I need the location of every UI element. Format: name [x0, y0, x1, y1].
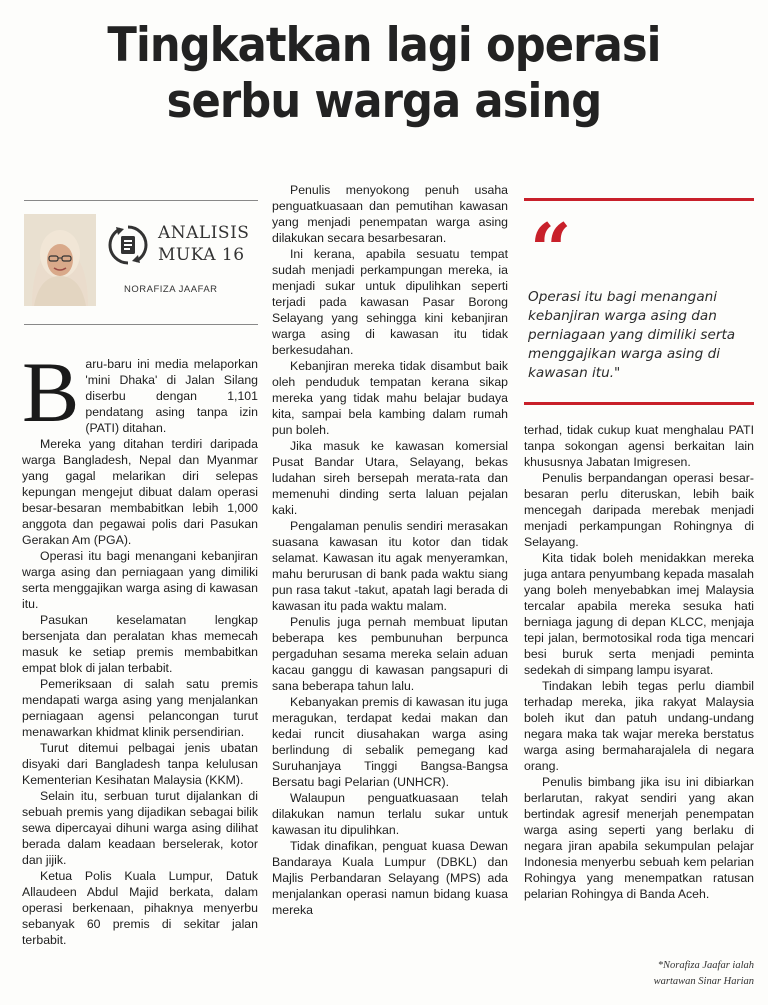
refresh-document-icon — [106, 223, 150, 267]
author-name: NORAFIZA JAAFAR — [124, 284, 218, 295]
section-label-line-2: MUKA 16 — [158, 245, 245, 265]
paragraph: Penulis berpandangan operasi besar-besaran perlu diteruskan, lebih baik mencegah daripada merebak menjadi menjadi perkampungan Rohingnya di Selayang. — [524, 471, 754, 549]
paragraph: Kebanyakan premis di kawasan itu juga meragukan, terdapat kedai makan dan kedai runcit diusahakan warga asing berlindung di sebalik pemegang kad Suruhanjaya Tinggi Bangsa-Bangsa Bersatu bagi Pelarian (UNHCR). — [272, 695, 508, 789]
paragraph: terhad, tidak cukup kuat menghalau PATI tanpa sokongan agensi berkaitan lain khususnya Jabatan Imigresen. — [524, 423, 754, 469]
footnote-line-2: wartawan Sinar Harian — [653, 976, 754, 987]
author-avatar — [24, 214, 96, 306]
pull-quote — [524, 198, 754, 410]
pull-quote-top-rule — [524, 198, 754, 201]
paragraph: Ini kerana, apabila sesuatu tempat sudah menjadi perkampungan mereka, ia menjadi sukar untuk dipulihkan seperti terjadi pada kawasan Pasar Borong Selayang yang sehingga kini kebanjiran warga asing di kawasan itu tidak berkesudahan. — [272, 247, 508, 357]
article-column-3 — [524, 422, 754, 902]
article-column-2 — [272, 182, 508, 918]
headline-line-1: Tingkatkan lagi operasi — [107, 18, 661, 73]
pull-quote-text: Operasi itu bagi menangani kebanjiran warga asing dan perniagaan yang dimiliki serta menggajikan warga asing di kawasan itu." — [528, 289, 736, 381]
headline-line-2: serbu warga asing — [166, 74, 602, 129]
quote-mark-icon: “ — [530, 207, 572, 292]
paragraph: Mereka yang ditahan terdiri daripada warga Bangladesh, Nepal dan Myanmar yang gagal melarikan diri selepas kepungan mengejut dibuat dalam operasi besar-besaran membabitkan lebih 1,000 anggota dan pegawai polis dari Pasukan Gerakan Am (PGA). — [22, 437, 258, 547]
paragraph: Penulis juga pernah membuat liputan beberapa kes pembunuhan berpunca pergaduhan sesama mereka selain aduan kacau ganggu di kawasan pangsapuri di sana beberapa tahun lalu. — [272, 615, 508, 693]
article-column-1 — [22, 344, 258, 948]
paragraph: Tidak dinafikan, penguat kuasa Dewan Bandaraya Kuala Lumpur (DBKL) dan Majlis Perbandaran Selayang (MPS) ada menjalankan operasi namun bidang kuasa mereka — [272, 839, 508, 917]
byline-top-rule — [24, 200, 258, 201]
byline-box — [24, 200, 258, 330]
paragraph: Pemeriksaan di salah satu premis mendapati warga asing yang menjalankan perniagaan agensi pelancongan turut menawarkan khidmat klinik persendirian. — [22, 677, 258, 739]
headline — [31, 18, 738, 130]
footnote-line-1: *Norafiza Jaafar ialah — [657, 960, 754, 971]
paragraph: Selain itu, serbuan turut dijalankan di sebuah premis yang dijadikan sebagai bilik sewa dipercayai dihuni warga asing dilihat berada dalam keadaan berselerak, kotor dan jijik. — [22, 789, 258, 867]
section-label-line-1: ANALISIS — [158, 223, 250, 243]
paragraph: Pengalaman penulis sendiri merasakan suasana kawasan itu kotor dan tidak selamat. Kawasan itu agak menyeramkan, mahu berurusan di bank pada waktu siang pun rasa takut -takut, apatah lagi berada di kawasan itu pada waktu malam. — [272, 519, 508, 613]
paragraph: Jika masuk ke kawasan komersial Pusat Bandar Utara, Selayang, bekas ludahan sireh bersepah merata-rata dan memenuhi dinding serta laluan pejalan kaki. — [272, 439, 508, 517]
paragraph: Kita tidak boleh menidakkan mereka juga antara penyumbang kepada masalah yang boleh menyebabkan imej Malaysia tercalar apabila mereka sesuka hati berniaga jagung di depan KLCC, menjaja tepi jalan, bermotosikal roda tiga mencari besi buruk serta menjadi peminta sedekah di simpang lampu isyarat. — [524, 551, 754, 677]
byline-bottom-rule — [24, 324, 258, 325]
paragraph: Kebanjiran mereka tidak disambut baik oleh penduduk tempatan kerana sikap mereka yang tidak mahu belajar budaya kita, sampai bela kambing dalam rumah pun boleh. — [272, 359, 508, 437]
paragraph: Penulis bimbang jika isu ini dibiarkan berlarutan, rakyat sendiri yang akan bertindak agresif menerjah penempatan warga asing seperti yang berlaku di negara jiran apabila sekumpulan pelajar Indonesia menyerbu sebuah kem pelarian Rohingya yang menempatkan ratusan pelarian Rohingya di Banda Aceh. — [524, 775, 754, 901]
paragraph: Penulis menyokong penuh usaha penguatkuasaan dan pemutihan kawasan yang menjadi penempatan warga asing dilakukan secara besarbesaran. — [272, 183, 508, 245]
paragraph: Turut ditemui pelbagai jenis ubatan disyaki dari Bangladesh tanpa kelulusan Kementerian Kesihatan Malaysia (KKM). — [22, 741, 258, 787]
section-label — [158, 222, 268, 266]
paragraph: Ketua Polis Kuala Lumpur, Datuk Allaudeen Abdul Majid berkata, dalam operasi berkenaan, pihaknya menyerbu sebanyak 60 premis di sekitar jalan terbabit. — [22, 869, 258, 947]
drop-cap: B — [22, 344, 80, 440]
paragraph: Pasukan keselamatan lengkap bersenjata dan peralatan khas memecah masuk ke setiap premis membabitkan empat blok di jalan terbabit. — [22, 613, 258, 675]
paragraph: Walaupun penguatkuasaan telah dilakukan namun terlalu sukar untuk kawasan itu dipulihkan. — [272, 791, 508, 837]
author-footnote — [560, 958, 754, 990]
pull-quote-bottom-rule — [524, 402, 754, 405]
paragraph: Tindakan lebih tegas perlu diambil terhadap mereka, jika rakyat Malaysia boleh ikut dan patuh undang-undang negara maka tak wajar mereka berstatus warga asing bermaharajalela di negara orang. — [524, 679, 754, 773]
paragraph: aru-baru ini media melaporkan 'mini Dhaka' di Jalan Silang diserbu dengan 1,101 pendatang asing tanpa izin (PATI) ditahan. — [85, 357, 258, 435]
paragraph: Operasi itu bagi menangani kebanjiran warga asing dan perniagaan yang dimiliki serta menggajikan warga asing di kawasan itu. — [22, 549, 258, 611]
